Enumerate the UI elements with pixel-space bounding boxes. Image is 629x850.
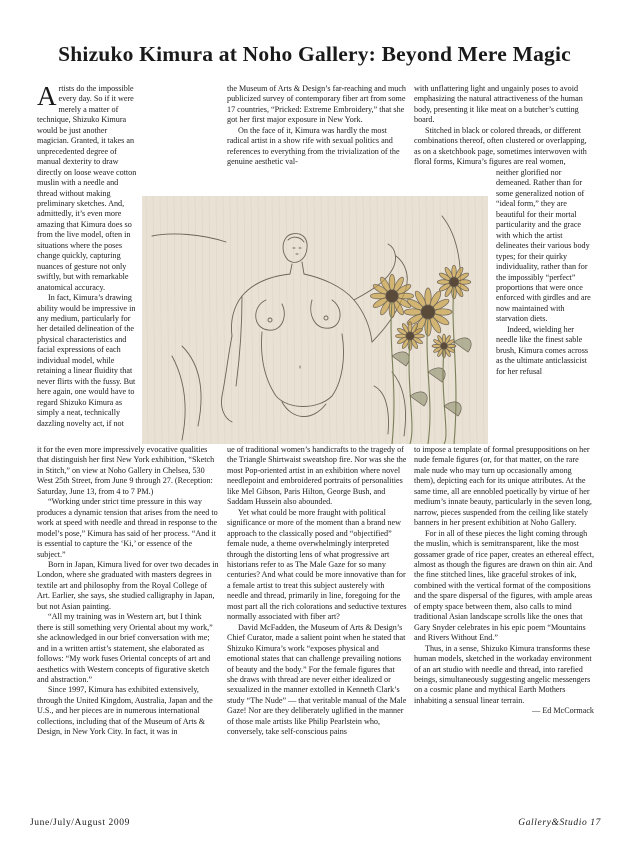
paragraph: Since 1997, Kimura has exhibited extensively, through the United Kingdom, Australia, Japan and the U.S., and her pieces are in numerous international collections, including that of the Museum of Arts & Design, in New York City. In fact, it was in [37,685,213,737]
paragraph: ue of traditional women’s handicrafts to the tragedy of the Triangle Shirtwaist sweatshop fire. Nor was she the most Pop-oriented artist in an exhibition where novel needlepoint and embroidered portraits of personalities like Mel Gibson, Paris Hilton, George Bush, and Saddam Hussein also abounded. [227,445,407,507]
column-3-bottom [414,445,594,717]
paragraph: David McFadden, the Museum of Arts & Design’s Chief Curator, made a salient point when he stated that Shizuko Kimura’s work “exposes physical and emotional states that can challenge prevailing notions of beauty and the body.” For the female figures that she draws with thread are never either idealized or sexualized in the manner extolled in Kenneth Clark’s study “The Nude” — that veritable manual of the Male Gaze! Nor are they deliberately uglified in the manner of those male artists like Philip Pearlstein who, conversely, take self-conscious pains [227,622,407,737]
paragraph: Artists do the impossible every day. So if it were merely a matter of technique, Shizuko Kimura would be just another magician. Granted, it takes an unprecedented degree of manual dexterity to draw directly on loose weave cotton muslin with a needle and thread without making preliminary sketches. And, admittedly, it’s even more amazing that Kimura does so from the live model, often in situations where the poses change quickly, capturing nuances of gesture not only swiftly, but with remarkable anatomical accuracy. [37,81,137,292]
paragraph: “Working under strict time pressure in this way produces a dynamic tension that arises from the need to work at speed with needle and thread in response to the model’s pose,” Kimura has said of her process. “And it is essential to capture the ‘Ki,’ or essence of the subject.” [37,497,218,559]
column-2-top [227,84,407,168]
paragraph: to impose a template of formal presuppositions on her nude female figures (or, for that matter, on the rare male nude who may turn up occasionally among them), depicting each for its unique attributes. At the same time, all are ennobled poetically by virtue of her medium’s innate beauty, particularly in the seven long, narrow, pieces suspended from the ceiling like stately banners in her present exhibition at Noho Gallery. [414,445,592,528]
column-1-bottom [37,445,219,738]
column-2-bottom [227,445,407,738]
paragraph: Indeed, wielding her needle like the finest sable brush, Kimura comes across as the ultimate anticlassicist for her refusal [496,324,589,376]
paragraph: On the face of it, Kimura was hardly the most radical artist in a show rife with sexual politics and references to everything from the trivialization of the genuine aesthetic val- [227,125,400,167]
paragraph: neither glorified nor demeaned. Rather than for some generalized notion of “ideal form,” they are beautiful for their mortal particularity and the grace with which the artist delineates their various body types; for their quirky individuality, rather than for the impossibly “perfect” proportions that were once enforced with girdles and are now maintained with starvation diets. [496,168,591,324]
drop-cap: A [37,81,57,111]
paragraph: Stitched in black or colored threads, or different combinations thereof, often clustered or overlapping, as on a sketchbook page, sometimes interwoven with floral forms, Kimura’s figures are real women, [414,125,587,167]
paragraph: with unflattering light and ungainly poses to avoid emphasizing the natural attractiveness of the human body, presenting it like meat on a butcher’s cutting board. [414,84,583,125]
paragraph: it for the even more impressively evocative qualities that distinguish her first New York exhibition, “Sketch in Stitch,” on view at Noho Gallery in Chelsea, 530 West 25th Street, from June 9 through 27. (Reception: Saturday, June 13, from 4 to 7 PM.) [37,445,215,496]
column-1-top [37,81,137,429]
author-signature: — Ed McCormack [532,706,594,716]
stitched-nude-with-sunflowers-illustration [142,196,488,444]
paragraph: Born in Japan, Kimura lived for over two decades in London, where she graduated with masters degrees in textile art and philosophy from the Royal College of Art. Earlier, she says, she studied calligraphy in Japan, but not Asian painting. [37,559,219,611]
page-folio: Gallery&Studio 17 [518,818,601,828]
paragraph: Thus, in a sense, Shizuko Kimura transforms these human models, sketched in the workaday environment of an art studio with needle and thread, into rarefied beings, simultaneously suggesting angelic messengers on a cosmic plane and mythical Earth Mothers inhabiting a sensual linear terrain. [414,643,592,705]
paragraph: “All my training was in Western art, but I think there is still something very Oriental about my work,” she acknowledged in our brief conversation with me; and in a written artist’s statement, she elaborated as follows: “My work fuses Oriental concepts of art and aesthetics with Western concepts of figurative sketch and abstraction.” [37,612,213,684]
paragraph: Yet what could be more fraught with political significance or more of the moment than a brand new approach to the classically posed and “objectified” female nude, a theme overwhelmingly interpreted through the distorting lens of what progressive art historians refer to as The Male Gaze for so many centuries? And what could be more innovative than for a female artist to treat this subject austerely with needle and thread, primarily in line, foregoing for the most part all the rich colorations and seductive textures normally associated with fiber art? [227,507,407,622]
paragraph: In fact, Kimura’s drawing ability would be impressive in any medium, particularly for her detailed delineation of the physical characteristics and facial expressions of each individual model, while retaining a linear fluidity that never flirts with the fussy. But here again, one would have to regard Shizuko Kimura as simply a neat, technically dazzling novelty act, if not [37,293,136,428]
artwork-image [142,196,488,444]
column-3-top [414,84,594,168]
paragraph: For in all of these pieces the light coming through the muslin, which is semitransparent, like the most gossamer grade of rice paper, creates an ethereal effect, almost as though the figures are drawn on thin air. And the fine stitched lines, like graceful strokes of ink, combined with the vertical format of the compositions and the spare dispersal of the figures, with ample areas of empty space between them, also calls to mind traditional Asian landscape scrolls like the ones that Gary Snyder celebrates in his epic poem “Mountains and Rivers Without End.” [414,528,594,643]
column-3-side [496,168,594,377]
issue-date: June/July/August 2009 [30,818,130,828]
article-title: Shizuko Kimura at Noho Gallery: Beyond Mere Magic [58,42,571,66]
paragraph: the Museum of Arts & Design’s far-reaching and much publicized survey of contemporary fiber art from some 17 countries, “Pricked: Extreme Embroidery,” that she got her first major exposure in New York. [227,84,406,125]
